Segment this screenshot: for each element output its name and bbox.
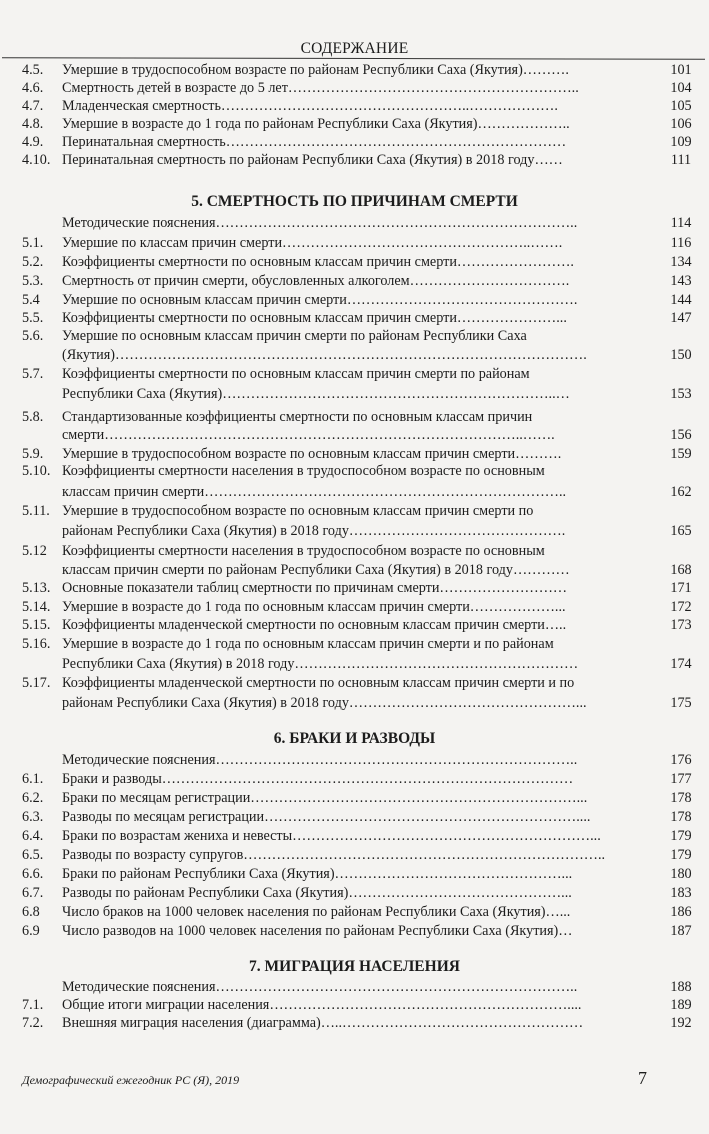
entry-title-line2: Республики Саха (Якутия)……………………………………………………………..…	[62, 386, 570, 402]
entry-number: 4.6.	[22, 80, 44, 96]
entry-page: 174	[670, 656, 692, 672]
entry-page: 165	[670, 523, 692, 539]
footer-page-number: 7	[638, 1068, 647, 1088]
entry-number: 6.7.	[22, 885, 44, 901]
entry-number: 5.12	[22, 543, 47, 559]
entry-title: Внешняя миграция населения (диаграмма)…..……………………………………………	[62, 1015, 584, 1031]
entry-page: 162	[670, 484, 692, 500]
entry-page: 187	[670, 923, 692, 939]
entry-title-line2: Республики Саха (Якутия) в 2018 году……………………………………………………	[62, 656, 579, 672]
entry-page: 101	[670, 62, 692, 78]
entry-page: 147	[670, 310, 692, 326]
entry-page: 179	[670, 847, 692, 863]
entry-title: Умершие в трудоспособном возрасте по районам Республики Саха (Якутия)……….	[62, 62, 569, 78]
entry-number: 6.4.	[22, 828, 44, 844]
entry-page: 178	[670, 809, 692, 825]
entry-title: Число браков на 1000 человек населения по районам Республики Саха (Якутия)…...	[62, 904, 571, 920]
entry-number: 5.1.	[22, 235, 44, 251]
entry-number: 5.4	[22, 292, 40, 308]
entry-title: Разводы по районам Республики Саха (Якутия)………………………………………...	[62, 885, 572, 901]
entry-title-line1: Коэффициенты младенческой смертности по основным классам причин смерти и по	[62, 675, 575, 691]
entry-title: Методические пояснения…………………………………………………………………..	[62, 215, 578, 231]
entry-title-line1: Умершие в трудоспособном возрасте по основным классам причин смерти по	[62, 503, 534, 519]
entry-title: Число разводов на 1000 человек населения по районам Республики Саха (Якутия)…	[62, 923, 573, 939]
entry-number: 7.1.	[22, 997, 44, 1013]
entry-page: 104	[670, 80, 692, 96]
entry-number: 5.15.	[22, 617, 51, 633]
entry-page: 176	[670, 752, 692, 768]
entry-page: 144	[670, 292, 692, 308]
entry-title: Браки по возрастам жениха и невесты………………………………………………………...	[62, 828, 601, 844]
entry-page: 168	[670, 562, 692, 578]
entry-title-line1: Стандартизованные коэффициенты смертности по основным классам причин	[62, 409, 533, 425]
entry-title: Общие итоги миграции населения………………………………………………………....	[62, 997, 582, 1013]
entry-page: 172	[670, 599, 692, 615]
entry-title: Смертность от причин смерти, обусловленных алкоголем…………………………….	[62, 273, 570, 289]
entry-page: 153	[670, 386, 692, 402]
entry-number: 4.10.	[22, 152, 51, 168]
entry-title-line1: Коэффициенты смертности по основным классам причин смерти по районам	[62, 366, 530, 382]
entry-number: 6.3.	[22, 809, 44, 825]
entry-number: 6.8	[22, 904, 40, 920]
entry-title: Умершие в возрасте до 1 года по основным классам причин смерти………………...	[62, 599, 566, 615]
entry-title: Умершие по классам причин смерти……………………………………………..…….	[62, 235, 563, 251]
entry-title-line2: классам причин смерти по районам Республики Саха (Якутия) в 2018 году…………	[62, 562, 570, 578]
entry-number: 6.2.	[22, 790, 44, 806]
entry-title-line2: смерти……………………………………………………………………………..…….	[62, 427, 555, 443]
entry-page: 188	[670, 979, 692, 995]
entry-number: 4.9.	[22, 134, 44, 150]
entry-title-line1: Коэффициенты смертности населения в трудоспособном возрасте по основным	[62, 463, 545, 479]
entry-page: 105	[670, 98, 692, 114]
entry-title: Умершие в трудоспособном возрасте по основным классам причин смерти……….	[62, 446, 562, 462]
entry-number: 5.6.	[22, 328, 44, 344]
entry-title: Методические пояснения…………………………………………………………………..	[62, 752, 578, 768]
header-divider	[2, 57, 705, 59]
entry-title: Коэффициенты смертности по основным классам причин смерти…………………...	[62, 310, 567, 326]
entry-page: 109	[670, 134, 692, 150]
entry-page: 134	[670, 254, 692, 270]
entry-title: Браки по месяцам регистрации……………………………………………………………...	[62, 790, 588, 806]
entry-page: 143	[670, 273, 692, 289]
entry-number: 6.6.	[22, 866, 44, 882]
entry-page: 150	[670, 347, 692, 363]
entry-title: Коэффициенты смертности по основным классам причин смерти…………………….	[62, 254, 574, 270]
entry-title: Умершие по основным классам причин смерти………………………………………….	[62, 292, 578, 308]
entry-number: 5.9.	[22, 446, 44, 462]
entry-title: Браки и разводы……………………………………………………………………………	[62, 771, 574, 787]
entry-title: Разводы по возрасту супругов…………………………………………………………………..	[62, 847, 606, 863]
entry-page: 192	[670, 1015, 692, 1031]
section-heading: 7. МИГРАЦИЯ НАСЕЛЕНИЯ	[249, 958, 460, 975]
entry-number: 5.3.	[22, 273, 44, 289]
entry-page: 116	[670, 235, 692, 251]
entry-number: 4.7.	[22, 98, 44, 114]
entry-number: 7.2.	[22, 1015, 44, 1031]
entry-page: 159	[670, 446, 692, 462]
entry-title: Браки по районам Республики Саха (Якутия)…………………………………………...	[62, 866, 573, 882]
entry-number: 5.17.	[22, 675, 51, 691]
footer-publication-title: Демографический ежегодник РС (Я), 2019	[22, 1073, 240, 1087]
entry-title: Смертность детей в возрасте до 5 лет……………………………………………………..	[62, 80, 579, 96]
entry-title-line1: Умершие в возрасте до 1 года по основным классам причин смерти и по районам	[62, 636, 554, 652]
entry-number: 4.8.	[22, 116, 44, 132]
entry-page: 156	[670, 427, 692, 443]
entry-number: 5.7.	[22, 366, 44, 382]
entry-title-line2: (Якутия)……………………………………………………………………………………….	[62, 347, 587, 363]
entry-title: Коэффициенты младенческой смертности по основным классам причин смерти…..	[62, 617, 567, 633]
entry-page: 177	[670, 771, 692, 787]
entry-number: 5.16.	[22, 636, 51, 652]
entry-page: 171	[670, 580, 692, 596]
entry-title-line2: классам причин смерти…………………………………………………………………..	[62, 484, 567, 500]
entry-number: 5.2.	[22, 254, 44, 270]
entry-page: 189	[670, 997, 692, 1013]
section-heading: 5. СМЕРТНОСТЬ ПО ПРИЧИНАМ СМЕРТИ	[191, 193, 518, 210]
entry-page: 179	[670, 828, 692, 844]
entry-title: Разводы по месяцам регистрации…………………………………………………………....	[62, 809, 591, 825]
entry-title-line1: Коэффициенты смертности населения в трудоспособном возрасте по основным	[62, 543, 545, 559]
entry-title-line2: районам Республики Саха (Якутия) в 2018 году…………………………………………...	[62, 695, 587, 711]
entry-page: 173	[670, 617, 692, 633]
entry-title: Перинатальная смертность………………………………………………………………	[62, 134, 567, 150]
entry-page: 106	[670, 116, 692, 132]
entry-number: 6.1.	[22, 771, 44, 787]
entry-page: 183	[670, 885, 692, 901]
entry-number: 6.5.	[22, 847, 44, 863]
entry-number: 5.10.	[22, 463, 51, 479]
entry-page: 175	[670, 695, 692, 711]
entry-number: 5.8.	[22, 409, 44, 425]
entry-number: 5.13.	[22, 580, 51, 596]
entry-title: Младенческая смертность……………………………………………..……………….	[62, 98, 558, 114]
entry-number: 6.9	[22, 923, 40, 939]
entry-page: 111	[670, 152, 692, 168]
page-header-title: СОДЕРЖАНИЕ	[300, 40, 409, 57]
entry-title-line2: районам Республики Саха (Якутия) в 2018 году……………………………………….	[62, 523, 566, 539]
entry-number: 5.5.	[22, 310, 44, 326]
entry-number: 4.5.	[22, 62, 44, 78]
entry-number: 5.11.	[22, 503, 50, 519]
entry-title: Основные показатели таблиц смертности по причинам смерти………………………	[62, 580, 568, 596]
entry-page: 178	[670, 790, 692, 806]
section-heading: 6. БРАКИ И РАЗВОДЫ	[273, 730, 436, 747]
entry-title: Перинатальная смертность по районам Республики Саха (Якутия) в 2018 году……	[62, 152, 563, 168]
entry-page: 114	[670, 215, 692, 231]
entry-title: Умершие в возрасте до 1 года по районам Республики Саха (Якутия)………………..	[62, 116, 570, 132]
entry-page: 180	[670, 866, 692, 882]
entry-page: 186	[670, 904, 692, 920]
entry-title: Методические пояснения…………………………………………………………………..	[62, 979, 578, 995]
entry-title-line1: Умершие по основным классам причин смерти по районам Республики Саха	[62, 328, 527, 344]
entry-number: 5.14.	[22, 599, 51, 615]
